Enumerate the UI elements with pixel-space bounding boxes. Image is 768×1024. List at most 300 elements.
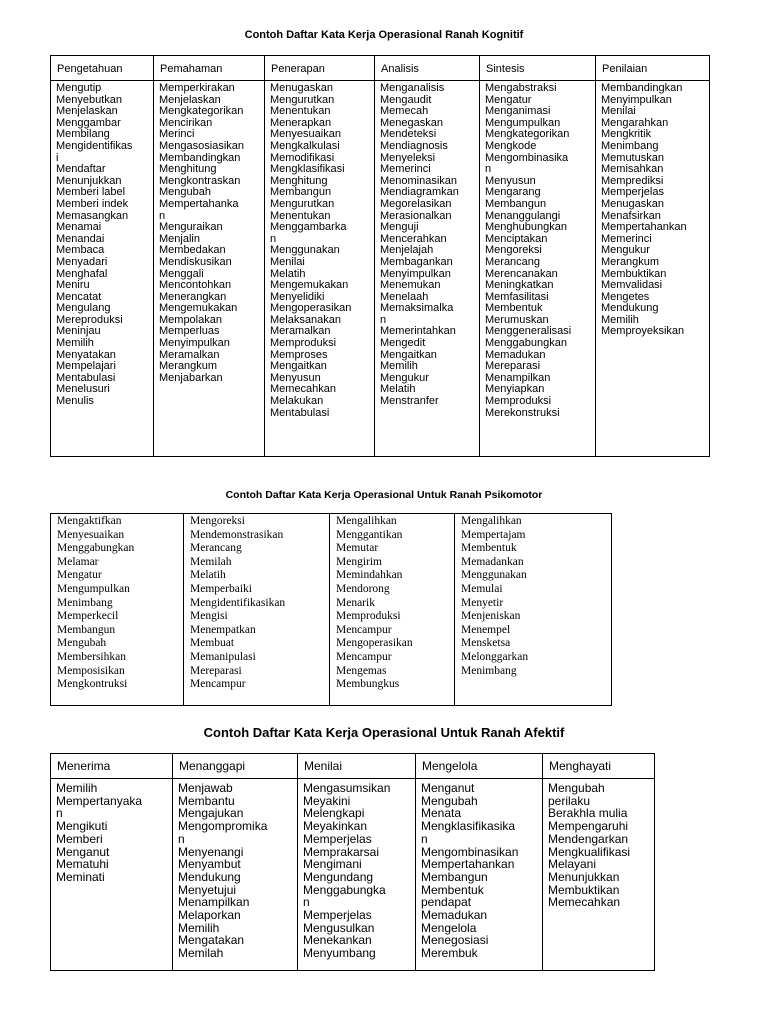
verb-item: Menggabungka [303,882,386,897]
verb-item: Meramalkan [159,348,220,361]
verb-item: Memperjelas [303,908,372,923]
verb-item: Mengkritik [601,128,652,141]
verb-item: Memilih [380,360,418,373]
verb-item: Menyusun [485,174,536,187]
verb-item: Membuktikan [548,882,620,897]
verb-item: Menyusun [270,371,321,384]
verb-item: n [303,895,310,910]
verb-item: Mempertahankan [421,857,515,872]
verb-item: Mengumpulkan [57,582,130,595]
afektif-column-menerima [51,779,173,971]
verb-item: Memberi indek [56,197,129,210]
verb-item: Menyimpulkan [380,267,451,280]
verb-item: Mempengaruhi [548,819,629,834]
verb-item: Merekonstruksi [485,406,560,419]
verb-item: Menganut [421,781,475,795]
verb-item: Membentuk [485,302,543,315]
verb-item: Mengatur [485,93,532,106]
verb-item: n [178,831,185,846]
verb-item: Mengarang [485,186,541,199]
verb-item: Menggabungkan [485,337,567,350]
verb-item: Menstranfer [380,395,439,408]
verb-item: Memperbaiki [190,582,252,595]
verb-item: Mencampur [190,678,246,691]
kognitif-header-sintesis: Sintesis [480,56,596,81]
verb-item: Memanipulasi [190,650,256,663]
kognitif-title: Contoh Daftar Kata Kerja Operasional Ranah Kognitif [244,29,524,41]
psikomotor-table [50,513,612,706]
kognitif-column-penilaian [596,81,710,457]
verb-item: Memulai [461,582,503,595]
verb-item: Mengasumsikan [303,781,391,795]
verb-item: Mengubah [159,186,211,199]
verb-item: Memproduksi [485,395,552,408]
verb-item: Mendaftar [56,163,106,176]
verb-item: Memproses [270,348,328,361]
verb-item: Mengikuti [56,819,108,834]
verb-item: Mengurutkan [270,93,335,106]
verb-item: Mengalihkan [461,515,522,527]
verb-item: Mengkualifikasi [548,844,631,859]
verb-item: Mengurutkan [270,197,335,210]
verb-item: Menggabungkan [57,542,135,555]
verb-item: Membentuk [461,542,517,555]
verb-item: Mengabstraksi [485,82,557,94]
afektif-header-row [51,754,655,779]
verb-item: Memadukan [421,908,488,923]
verb-item: Mencampur [336,623,392,636]
verb-item: Menyadari [56,255,108,268]
verb-item: Menganalisis [380,82,445,94]
verb-item: Membandingkan [159,151,241,164]
verb-item: Menempel [461,623,511,636]
afektif-header-menanggapi: Menanggapi [173,754,298,779]
verb-item: Mematuhi [56,857,109,872]
verb-item: Menimbang [461,664,517,677]
psikomotor-title: Contoh Daftar Kata Kerja Operasional Untuk Ranah Psikomotor [225,489,543,501]
verb-item: Menampilkan [485,371,551,384]
verb-item: Membilang [56,128,110,141]
verb-item: Merasionalkan [380,209,452,222]
verb-item: Merembuk [421,946,478,961]
afektif-header-mengelola: Mengelola [416,754,543,779]
verb-item: Mengoperasikan [270,302,352,315]
verb-item: Menyiapkan [485,383,545,396]
verb-item: Menandai [56,232,105,245]
verb-item: Mengompromika [178,819,268,834]
verb-item: Mentabulasi [270,406,330,419]
afektif-table [50,753,655,971]
verb-item: Merancang [485,255,541,268]
verb-item: Mempolakan [159,313,222,326]
verb-item: Memadankan [461,555,524,568]
verb-item: Membagankan [380,255,453,268]
verb-item: Mempertahanka [159,197,239,210]
verb-item: Menganimasi [485,105,551,118]
verb-item: Mengoreksi [485,244,542,257]
verb-item: Memberi [56,831,103,846]
verb-item: n [380,313,387,326]
verb-item: Menjelaskan [159,93,221,106]
verb-item: Memerintahkan [380,325,456,338]
afektif-column-menghayati [543,779,655,971]
psikomotor-column-4 [455,514,612,706]
verb-item: Meninjau [56,325,101,338]
kognitif-header-row [51,56,710,81]
verb-item: Mempertajam [461,528,526,541]
verb-item: Menganut [56,844,110,859]
verb-item: Mengukur [380,371,429,384]
verb-item: Mencatat [56,290,102,303]
verb-item: Megorelasikan [380,197,452,210]
verb-item: Memaksimalka [380,302,454,315]
afektif-header-menilai: Menilai [298,754,416,779]
verb-item: Meniru [56,279,90,292]
afektif-column-menanggapi [173,779,298,971]
verb-item: Menilai [601,105,636,118]
verb-item: Melamar [57,555,99,568]
verb-item: Melonggarkan [461,650,529,663]
verb-item: Mereparasi [190,664,242,677]
verb-item: Memposisikan [57,664,125,677]
psikomotor-column-1 [51,514,184,706]
verb-item: Memprediksi [601,174,664,187]
verb-item: Memerinci [380,163,431,176]
verb-item: Memprakarsai [303,844,380,859]
verb-item: Memperkecil [57,610,119,623]
verb-item: Mengaudit [380,93,432,106]
verb-item: Menyambut [178,857,241,872]
verb-item: Mendengarkan [548,831,629,846]
verb-item: Menampilkan [178,895,250,910]
verb-item: n [159,209,166,222]
kognitif-header-penilaian: Penilaian [596,56,710,81]
kognitif-column-penerapan [265,81,375,457]
verb-item: Mengombinasika [485,151,569,164]
verb-item: Menyenangi [178,844,244,859]
verb-item: Menyesuaikan [57,528,125,541]
verb-item: Mendiagramkan [380,186,459,199]
verb-item: Menimbang [601,139,659,152]
verb-item: Menentukan [270,209,331,222]
verb-item: Membangun [270,186,332,199]
verb-item: Memecahkan [548,895,621,910]
verb-item: Membangun [485,197,547,210]
verb-item: Memproduksi [336,610,401,623]
verb-item: Menggunakan [461,569,527,582]
verb-item: Mengemukakan [159,302,238,315]
verb-item: Memecahkan [270,383,337,396]
verb-item: Memerinci [601,232,652,245]
verb-item: Memilih [601,313,639,326]
verb-item: Memasangkan [56,209,129,222]
verb-item: Menggunakan [270,244,340,257]
verb-item: Mengedit [380,337,426,350]
verb-item: Mengelola [421,920,477,935]
verb-item: Menjeniskan [461,610,521,623]
verb-item: Memutuskan [601,151,664,164]
verb-item: Mengetes [601,290,650,303]
verb-item: Melatih [380,383,416,396]
verb-item: n [421,831,428,846]
verb-item: Meningkatkan [485,279,554,292]
verb-item: Menafsirkan [601,209,661,222]
verb-item: Mensketsa [461,637,511,650]
verb-item: Mengidentifikasikan [190,596,286,609]
kognitif-body-row [51,81,710,457]
verb-item: Menyebutkan [56,93,123,106]
verb-item: Memecah [380,105,429,118]
kognitif-column-sintesis [480,81,596,457]
kognitif-header-penerapan: Penerapan [265,56,375,81]
verb-item: Merencanakan [485,267,558,280]
verb-item: Membersihkan [57,650,126,663]
verb-item: Mengklasifikasi [270,163,345,176]
verb-item: Mencampur [336,650,392,663]
verb-item: Menominasikan [380,174,458,187]
afektif-title: Contoh Daftar Kata Kerja Operasional Untuk Ranah Afektif [203,725,565,740]
verb-item: Mengajukan [178,806,244,821]
verb-item: Menjalin [159,232,200,245]
verb-item: Menggambar [56,116,121,129]
verb-item: Mengirim [336,555,382,568]
verb-item: Mendorong [336,582,390,595]
kognitif-header-analisis: Analisis [375,56,480,81]
verb-item: Menyetir [461,596,504,609]
psikomotor-column-3 [330,514,455,706]
verb-item: Memilih [56,781,98,795]
psikomotor-column-2 [184,514,330,706]
verb-item: Memproduksi [270,337,337,350]
verb-item: Melaksanakan [270,313,341,326]
verb-item: Mereproduksi [56,313,123,326]
kognitif-table [50,55,710,457]
verb-item: Mengusulkan [303,920,375,935]
verb-item: Melengkapi [303,806,365,821]
kognitif-column-pengetahuan [51,81,154,457]
verb-item: Menjawab [178,781,233,795]
verb-item: Mencontohkan [159,279,232,292]
verb-item: Mengukur [601,244,650,257]
verb-item: Memisahkan [601,163,664,176]
verb-item: Mengubah [57,637,107,650]
verb-item: Menguji [380,221,419,234]
verb-item: Menimbang [57,596,113,609]
verb-item: Merancang [190,542,242,555]
verb-item: Mengaitkan [270,360,327,373]
verb-item: Menentukan [270,105,331,118]
verb-item: Menelusuri [56,383,110,396]
kognitif-header-pengetahuan: Pengetahuan [51,56,154,81]
verb-item: Mengkategorikan [159,105,244,118]
verb-item: Mengidentifikas [56,139,133,152]
afektif-column-menilai [298,779,416,971]
verb-item: Mempertanyaka [56,793,143,808]
psikomotor-body-row [51,514,612,706]
verb-item: Mengimani [303,857,362,872]
verb-item: Menghitung [159,163,217,176]
verb-item: Mengaktifkan [57,515,122,527]
verb-item: Menjelajah [380,244,434,257]
verb-item: Mengarahkan [601,116,669,129]
verb-item: Mencirikan [159,116,213,129]
verb-item: Mengatur [57,569,102,582]
verb-item: Menyimpulkan [159,337,230,350]
verb-item: Mengutip [56,82,102,94]
verb-item: Melatih [270,267,306,280]
verb-item: Mencerahkan [380,232,447,245]
verb-item: Memproyeksikan [601,325,685,338]
verb-item: Mengatakan [178,933,245,948]
verb-item: Menarik [336,596,375,609]
verb-item: Menilai [270,255,305,268]
verb-item: Menerapkan [270,116,332,129]
verb-item: Mengklasifikasika [421,819,516,834]
verb-item: Merangkum [601,255,660,268]
verb-item: Menata [421,806,462,821]
verb-item: Menjelaskan [56,105,118,118]
verb-item: Memperjelas [601,186,664,199]
verb-item: Memodifikasi [270,151,335,164]
kognitif-header-pemahaman: Pemahaman [154,56,265,81]
verb-item: Mendemonstrasikan [190,528,284,541]
afektif-header-menghayati: Menghayati [543,754,655,779]
verb-item: Memutar [336,542,379,555]
verb-item: Melakukan [270,395,324,408]
verb-item: pendapat [421,895,472,910]
verb-item: Menciptakan [485,232,548,245]
verb-item: i [56,151,59,164]
verb-item: Memadukan [485,348,546,361]
verb-item: Membangun [421,869,488,884]
verb-item: Memperkirakan [159,82,235,94]
verb-item: Memilah [178,946,224,961]
verb-item: Meyakinkan [303,819,368,834]
verb-item: Mengombinasikan [421,844,519,859]
verb-item: Mengemukakan [270,279,349,292]
verb-item: perilaku [548,793,591,808]
verb-item: Mengasosiasikan [159,139,244,152]
verb-item: n [56,806,63,821]
verb-item: Membuktikan [601,267,667,280]
verb-item: Mengoperasikan [336,637,413,650]
verb-item: Menguraikan [159,221,223,234]
verb-item: Memberi label [56,186,126,199]
verb-item: Meminati [56,869,105,884]
verb-item: Membaca [56,244,105,257]
verb-item: Mengubah [421,793,478,808]
kognitif-column-pemahaman [154,81,265,457]
verb-item: Menyimpulkan [601,93,672,106]
verb-item: Menerangkan [159,290,227,303]
verb-item: Menulis [56,395,94,408]
verb-item: Mendeteksi [380,128,437,141]
verb-item: Memilah [190,555,232,568]
verb-item: Membungkus [336,678,400,691]
afektif-body-row [51,779,655,971]
verb-item: Membangun [57,623,116,636]
verb-item: Menanggulangi [485,209,561,222]
verb-item: Mengalihkan [336,515,397,527]
verb-item: Menugaskan [270,82,333,94]
verb-item: Memvalidasi [601,279,663,292]
verb-item: Menamai [56,221,102,234]
verb-item: Menyeleksi [380,151,436,164]
verb-item: Mendiskusikan [159,255,232,268]
verb-item: Menegosiasi [421,933,489,948]
verb-item: Merumuskan [485,313,549,326]
verb-item: Berakhla mulia [548,806,628,821]
verb-item: Mengisi [190,610,228,623]
verb-item: Menyesuaikan [270,128,341,141]
verb-item: n [270,232,277,245]
verb-item: Melatih [190,569,226,582]
afektif-column-mengelola [416,779,543,971]
verb-item: Mengaitkan [380,348,437,361]
verb-item: Mereparasi [485,360,541,373]
verb-item: Menyetujui [178,882,237,897]
verb-item: Melaporkan [178,908,241,923]
verb-item: Meyakini [303,793,351,808]
verb-item: Mengkategorikan [485,128,570,141]
verb-item: Mendiagnosis [380,139,448,152]
verb-item: Mengemas [336,664,387,677]
verb-item: Menunjukkan [548,869,620,884]
verb-item: Menggali [159,267,204,280]
verb-item: Mendukung [178,869,241,884]
verb-item: Mengkalkulasi [270,139,340,152]
verb-item: Memperluas [159,325,220,338]
verb-item: Mengkontruksi [57,678,128,691]
verb-item: Membentuk [421,882,484,897]
verb-item: Mengkode [485,139,537,152]
verb-item: Menghitung [270,174,328,187]
verb-item: Menugaskan [601,197,664,210]
afektif-header-menerima: Menerima [51,754,173,779]
verb-item: Menyumbang [303,946,376,961]
verb-item: Mengumpulkan [485,116,561,129]
verb-item: Menyatakan [56,348,116,361]
verb-item: Membandingkan [601,82,683,94]
verb-item: Menempatkan [190,623,256,636]
verb-item: Memindahkan [336,569,403,582]
verb-item: Merinci [159,128,195,141]
verb-item: Menelaah [380,290,429,303]
verb-item: Menggantikan [336,528,403,541]
verb-item: Memperjelas [303,831,372,846]
verb-item: Menekankan [303,933,372,948]
verb-item: Memfasilitasi [485,290,549,303]
verb-item: Mendukung [601,302,659,315]
verb-item: Menghafal [56,267,108,280]
verb-item: Memilih [178,920,220,935]
verb-item: Melayani [548,857,597,872]
verb-item: Mempelajari [56,360,116,373]
verb-item: Mentabulasi [56,371,116,384]
verb-item: Membedakan [159,244,226,257]
verb-item: Mempertahankan [601,221,687,234]
verb-item: Menemukan [380,279,441,292]
kognitif-column-analisis [375,81,480,457]
verb-item: Mengkontraskan [159,174,241,187]
verb-item: n [485,163,492,176]
verb-item: Mengoreksi [190,515,245,527]
verb-item: Membantu [178,793,235,808]
verb-item: Mengubah [548,781,605,795]
verb-item: Membuat [190,637,235,650]
verb-item: Menegaskan [380,116,443,129]
verb-item: Menggeneralisasi [485,325,572,338]
